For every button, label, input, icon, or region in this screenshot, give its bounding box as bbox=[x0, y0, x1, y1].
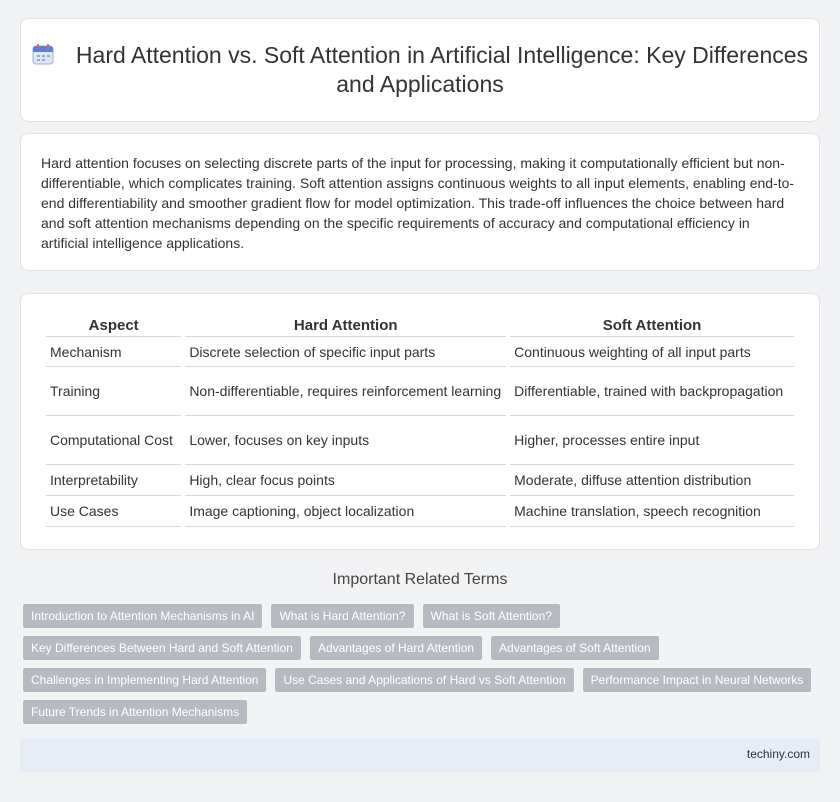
tag-link[interactable]: Performance Impact in Neural Networks bbox=[583, 668, 812, 692]
tag-link[interactable]: Future Trends in Attention Mechanisms bbox=[23, 700, 247, 724]
table-row bbox=[46, 496, 794, 527]
tag-link[interactable]: Key Differences Between Hard and Soft Attention bbox=[23, 636, 301, 660]
cell-hard: Lower, focuses on key inputs bbox=[185, 416, 506, 465]
tag-row bbox=[23, 700, 823, 724]
header-aspect: Aspect bbox=[46, 313, 181, 337]
footer bbox=[20, 738, 820, 772]
comparison-table bbox=[42, 313, 798, 527]
tag-link[interactable]: Advantages of Soft Attention bbox=[491, 636, 658, 660]
cell-hard: Image captioning, object localization bbox=[185, 496, 506, 527]
cell-soft: Machine translation, speech recognition bbox=[510, 496, 794, 527]
cell-hard: Non-differentiable, requires reinforcement learning bbox=[185, 367, 506, 416]
page-title: Hard Attention vs. Soft Attention in Artificial Intelligence: Key Differences and Applications bbox=[75, 42, 809, 97]
tag-row bbox=[23, 668, 823, 692]
cell-hard: Discrete selection of specific input parts bbox=[185, 337, 506, 367]
tag-row bbox=[23, 636, 823, 660]
tag-link[interactable]: Advantages of Hard Attention bbox=[310, 636, 482, 660]
header-soft-attention: Soft Attention bbox=[510, 313, 794, 337]
intro-paragraph: Hard attention focuses on selecting discrete parts of the input for processing, making it computationally efficient but non-differentiable, which complicates training. Soft attention assigns continuous weights to all input elements, enabling end-to-end differentiability and smoother gradient flow for model optimization. This trade-off influences the choice between hard and soft attention mechanisms depending on the specific requirements of accuracy and computational efficiency in artificial intelligence applications. bbox=[41, 155, 795, 251]
footer-site-link[interactable]: techiny.com bbox=[746, 747, 810, 761]
cell-soft: Continuous weighting of all input parts bbox=[510, 337, 794, 367]
tag-row bbox=[23, 604, 823, 628]
cell-hard: High, clear focus points bbox=[185, 465, 506, 496]
header-hard-attention: Hard Attention bbox=[185, 313, 506, 337]
tag-link[interactable]: Challenges in Implementing Hard Attention bbox=[23, 668, 266, 692]
table-row bbox=[46, 337, 794, 367]
cell-aspect: Computational Cost bbox=[46, 416, 181, 465]
calendar-icon bbox=[32, 43, 54, 65]
tag-link[interactable]: What is Soft Attention? bbox=[423, 604, 560, 628]
cell-aspect: Use Cases bbox=[46, 496, 181, 527]
table-row bbox=[46, 416, 794, 465]
cell-soft: Moderate, diffuse attention distribution bbox=[510, 465, 794, 496]
cell-aspect: Training bbox=[46, 367, 181, 416]
header-card bbox=[20, 18, 820, 122]
tag-link[interactable]: What is Hard Attention? bbox=[271, 604, 413, 628]
table-row bbox=[46, 367, 794, 416]
related-terms-title: Important Related Terms bbox=[332, 571, 508, 588]
tag-link[interactable]: Introduction to Attention Mechanisms in AI bbox=[23, 604, 262, 628]
intro-card bbox=[20, 133, 820, 271]
cell-aspect: Mechanism bbox=[46, 337, 181, 367]
header bbox=[21, 41, 819, 99]
table-header-row bbox=[46, 313, 794, 337]
cell-soft: Differentiable, trained with backpropagation bbox=[510, 367, 794, 416]
cell-aspect: Interpretability bbox=[46, 465, 181, 496]
tag-link[interactable]: Use Cases and Applications of Hard vs Soft Attention bbox=[275, 668, 573, 692]
cell-soft: Higher, processes entire input bbox=[510, 416, 794, 465]
related-terms-tags bbox=[23, 604, 823, 732]
table-row bbox=[46, 465, 794, 496]
